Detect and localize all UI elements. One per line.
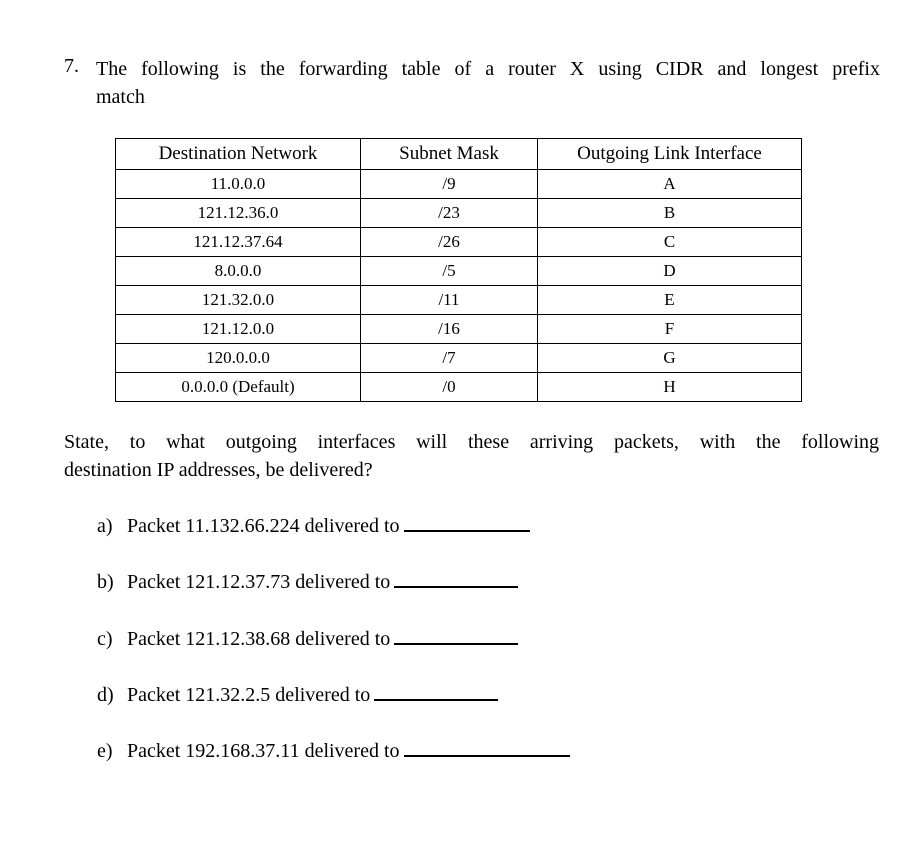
- cell-interface: F: [538, 315, 802, 344]
- cell-mask: /11: [361, 286, 538, 315]
- cell-network: 0.0.0.0 (Default): [116, 373, 361, 402]
- packet-letter: e): [97, 740, 113, 762]
- packet-question-e: [97, 739, 570, 763]
- table-row: [116, 170, 802, 199]
- packet-question-b: [97, 570, 518, 594]
- cell-mask: /23: [361, 199, 538, 228]
- answer-blank[interactable]: [394, 627, 518, 645]
- forwarding-table: [115, 138, 802, 402]
- packet-question-d: [97, 683, 498, 707]
- answer-blank[interactable]: [374, 683, 498, 701]
- answer-blank[interactable]: [404, 739, 570, 757]
- packet-text: Packet 11.132.66.224 delivered to: [127, 515, 400, 537]
- cell-interface: B: [538, 199, 802, 228]
- cell-interface: E: [538, 286, 802, 315]
- cell-mask: /5: [361, 257, 538, 286]
- table-row: [116, 199, 802, 228]
- packet-text: Packet 121.12.38.68 delivered to: [127, 628, 391, 650]
- packet-letter: d): [97, 684, 114, 706]
- packet-text: Packet 121.12.37.73 delivered to: [127, 571, 391, 593]
- table-row: [116, 228, 802, 257]
- cell-mask: /0: [361, 373, 538, 402]
- question-line-1: The following is the forwarding table of a router X using CIDR and longest prefix: [96, 58, 880, 80]
- cell-interface: A: [538, 170, 802, 199]
- cell-interface: C: [538, 228, 802, 257]
- header-destination-network: Destination Network: [116, 139, 361, 170]
- packet-text: Packet 192.168.37.11 delivered to: [127, 740, 400, 762]
- table-row: [116, 344, 802, 373]
- packet-question-c: [97, 627, 518, 651]
- header-outgoing-interface: Outgoing Link Interface: [538, 139, 802, 170]
- question-number: 7.: [64, 55, 79, 77]
- cell-interface: D: [538, 257, 802, 286]
- table-row: [116, 286, 802, 315]
- instruction-line-1: State, to what outgoing interfaces will these arriving packets, with the following: [64, 431, 879, 453]
- answer-blank[interactable]: [394, 570, 518, 588]
- cell-mask: /16: [361, 315, 538, 344]
- instruction-line-2: destination IP addresses, be delivered?: [64, 459, 373, 481]
- packet-letter: c): [97, 628, 113, 650]
- instruction-text: [64, 428, 879, 484]
- cell-interface: H: [538, 373, 802, 402]
- cell-mask: /9: [361, 170, 538, 199]
- cell-mask: /7: [361, 344, 538, 373]
- header-subnet-mask: Subnet Mask: [361, 139, 538, 170]
- table-row: [116, 373, 802, 402]
- question-text: [96, 55, 880, 111]
- cell-network: 121.32.0.0: [116, 286, 361, 315]
- cell-network: 121.12.37.64: [116, 228, 361, 257]
- question-line-2: match: [96, 86, 145, 108]
- packet-letter: b): [97, 571, 114, 593]
- cell-network: 11.0.0.0: [116, 170, 361, 199]
- cell-network: 8.0.0.0: [116, 257, 361, 286]
- table-row: [116, 315, 802, 344]
- packet-question-a: [97, 514, 530, 538]
- cell-network: 120.0.0.0: [116, 344, 361, 373]
- table-row: [116, 257, 802, 286]
- cell-interface: G: [538, 344, 802, 373]
- answer-blank[interactable]: [404, 514, 530, 532]
- table-header-row: [116, 139, 802, 170]
- packet-text: Packet 121.32.2.5 delivered to: [127, 684, 371, 706]
- packet-letter: a): [97, 515, 113, 537]
- cell-mask: /26: [361, 228, 538, 257]
- cell-network: 121.12.0.0: [116, 315, 361, 344]
- cell-network: 121.12.36.0: [116, 199, 361, 228]
